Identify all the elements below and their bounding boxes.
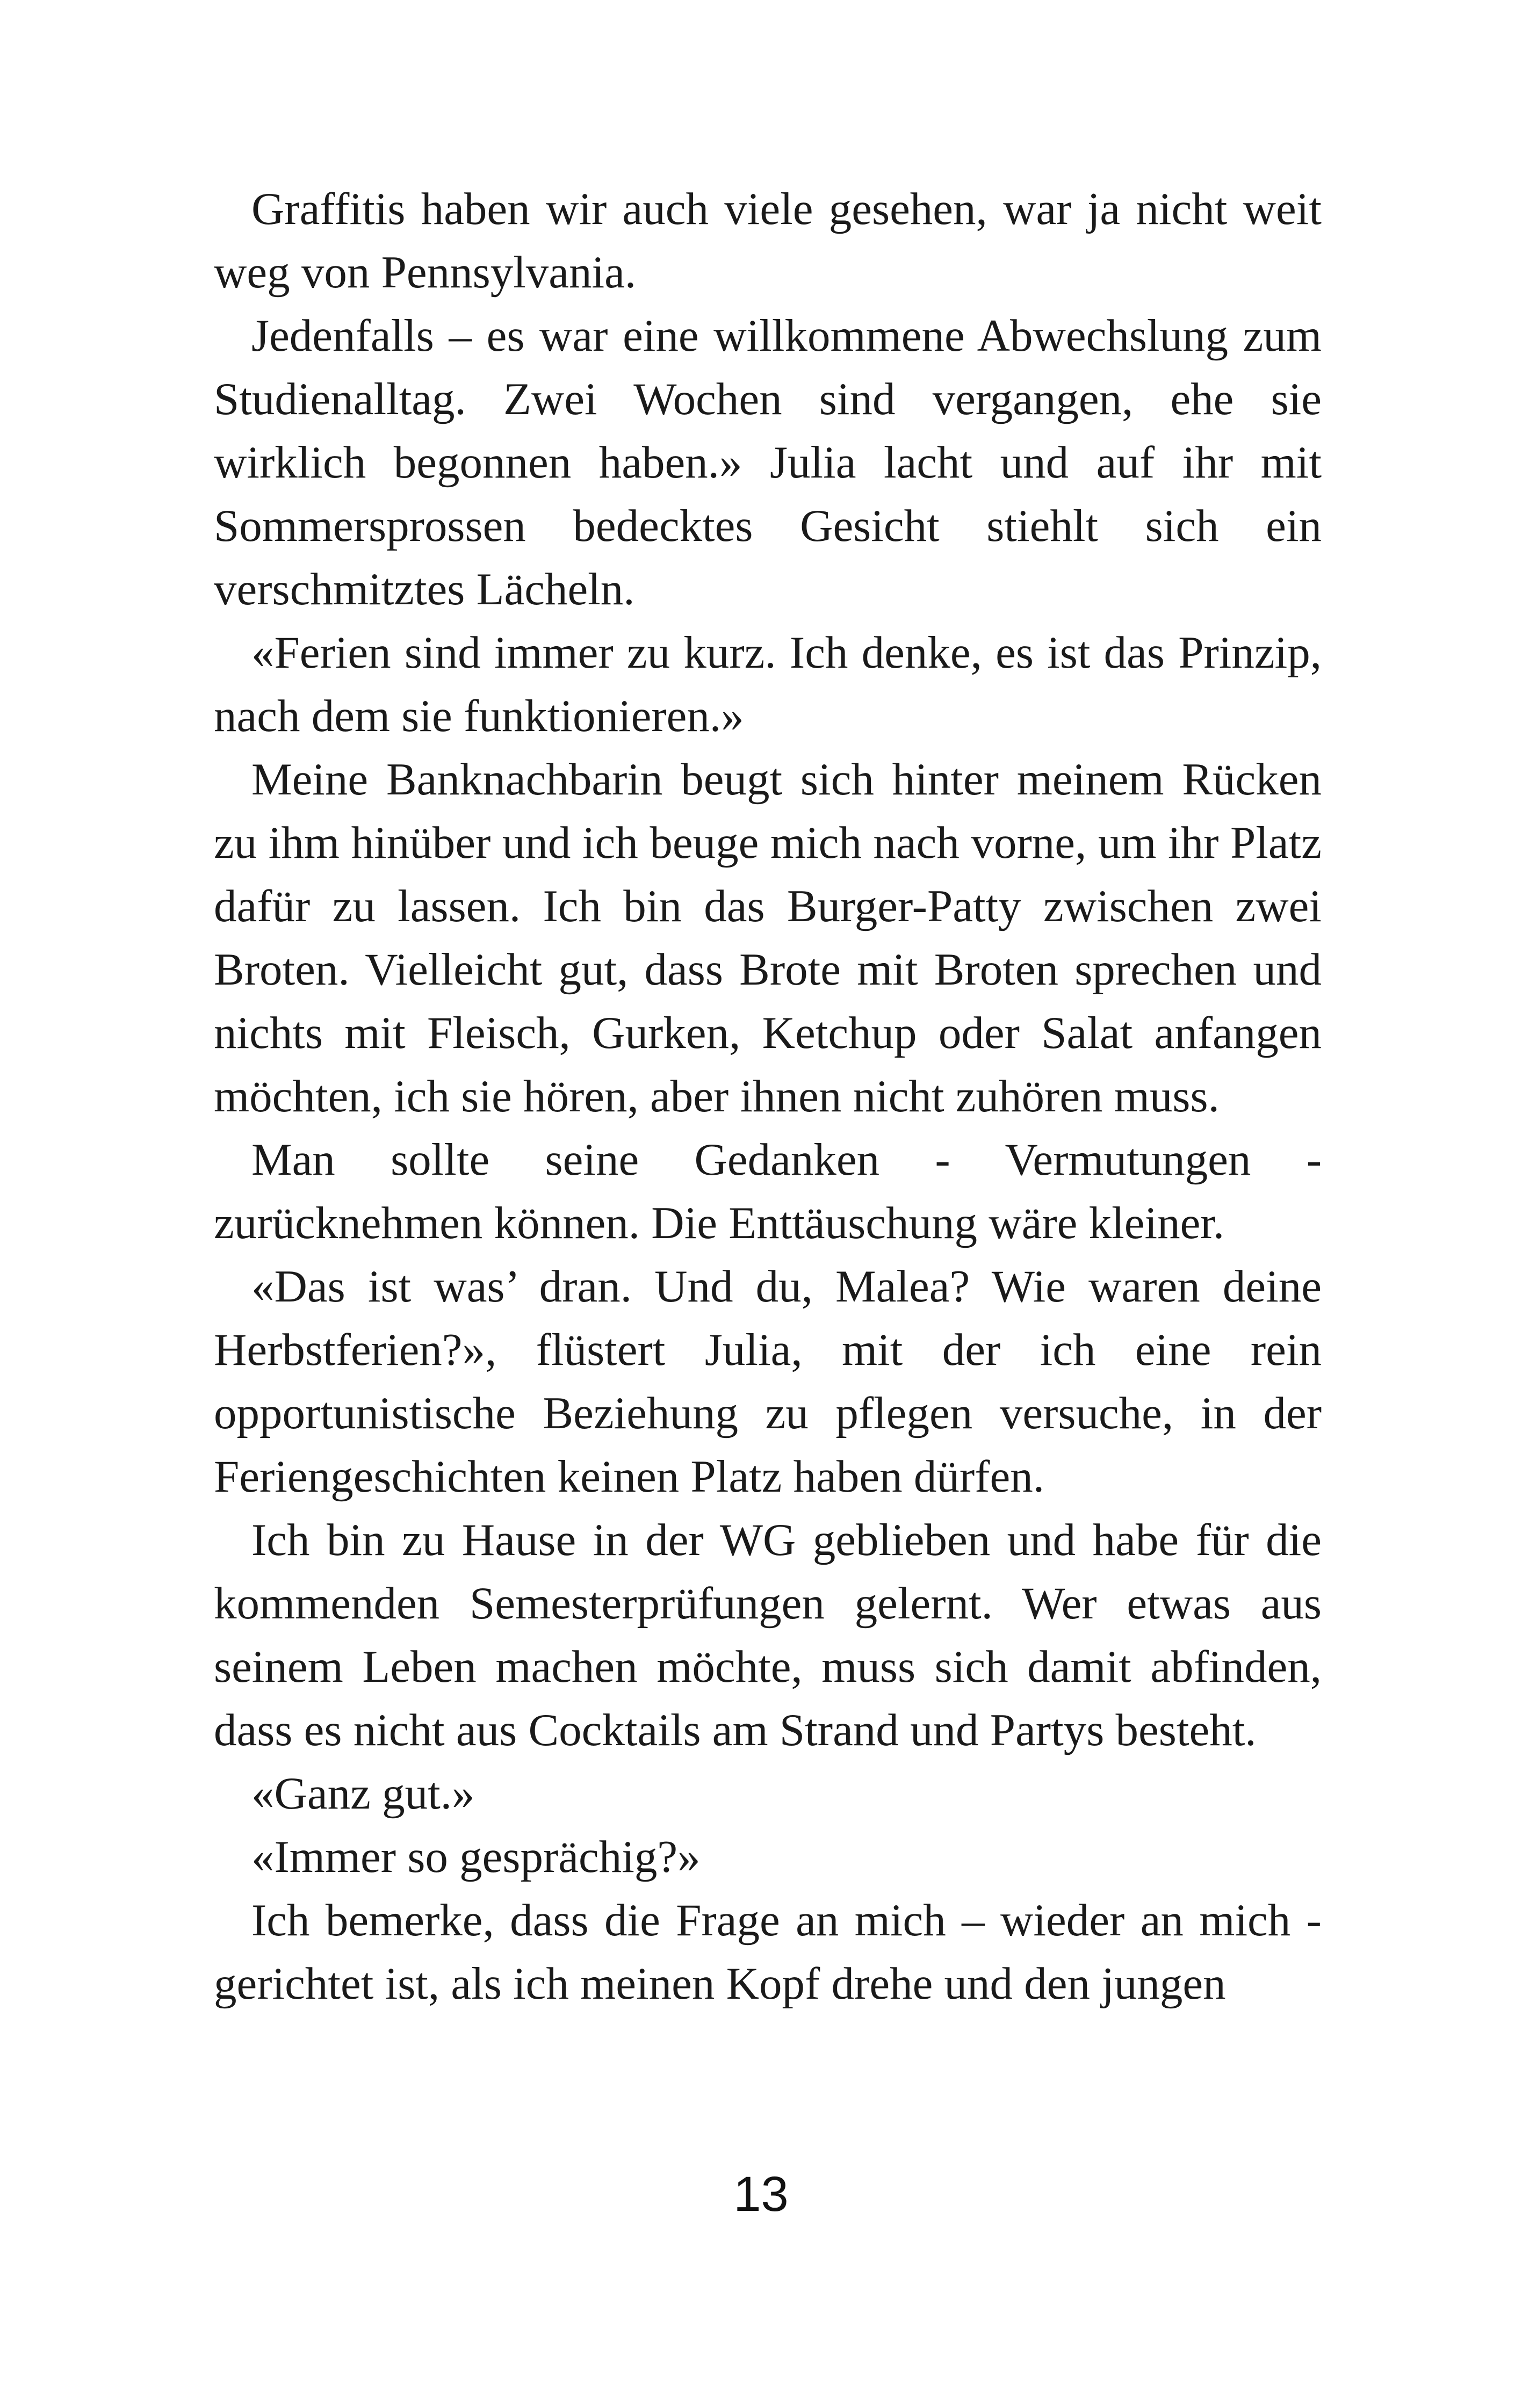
paragraph: Ich bin zu Hause in der WG geblieben und habe für die kommenden Semesterprüfungen gelernt. Wer etwas aus seinem Leben machen möchte, muss sich damit abfinden, dass es nicht aus Cocktails am Strand und Partys besteht.	[214, 1515, 1322, 1755]
paragraph: Graffitis haben wir auch viele gesehen, war ja nicht weit weg von Pennsylvania.	[214, 184, 1322, 298]
paragraph: Meine Banknachbarin beugt sich hinter meinem Rücken zu ihm hinüber und ich beuge mich nach vorne, um ihr Platz dafür zu lassen. Ich bin das Burger-Patty zwischen zwei Broten. Vielleicht gut, dass Brote mit Broten sprechen und nichts mit Fleisch, Gurken, Ketchup oder Salat anfangen möchten, ich sie hören, aber ihnen nicht zuhören muss.	[214, 754, 1322, 1122]
paragraph: «Ganz gut.»	[251, 1768, 475, 1819]
paragraph: Ich bemerke, dass die Frage an mich – wieder an mich - gerichtet ist, als ich meinen Kopf drehe und den jungen	[214, 1895, 1322, 2009]
paragraph: «Ferien sind immer zu kurz. Ich denke, es ist das Prinzip, nach dem sie funktionieren.»	[214, 627, 1322, 741]
paragraph: «Immer so gesprächig?»	[251, 1832, 701, 1882]
page-number: 13	[733, 2167, 789, 2222]
paragraph: Jedenfalls – es war eine willkommene Abwechslung zum Studienalltag. Zwei Wochen sind vergangen, ehe sie wirklich begonnen haben.» Julia lacht und auf ihr mit Sommersprossen bedecktes Gesicht stiehlt sich ein verschmitztes Lächeln.	[214, 310, 1322, 614]
paragraph: «Das ist was’ dran. Und du, Malea? Wie waren deine Herbstferien?», flüstert Julia, mit der ich eine rein opportunistische Beziehung zu pflegen versuche, in der Feriengeschichten keinen Platz haben dürfen.	[214, 1261, 1322, 1502]
body-text	[214, 177, 1322, 2015]
paragraph: Man sollte seine Gedanken - Vermutungen - zurücknehmen können. Die Enttäuschung wäre kleiner.	[214, 1134, 1322, 1248]
